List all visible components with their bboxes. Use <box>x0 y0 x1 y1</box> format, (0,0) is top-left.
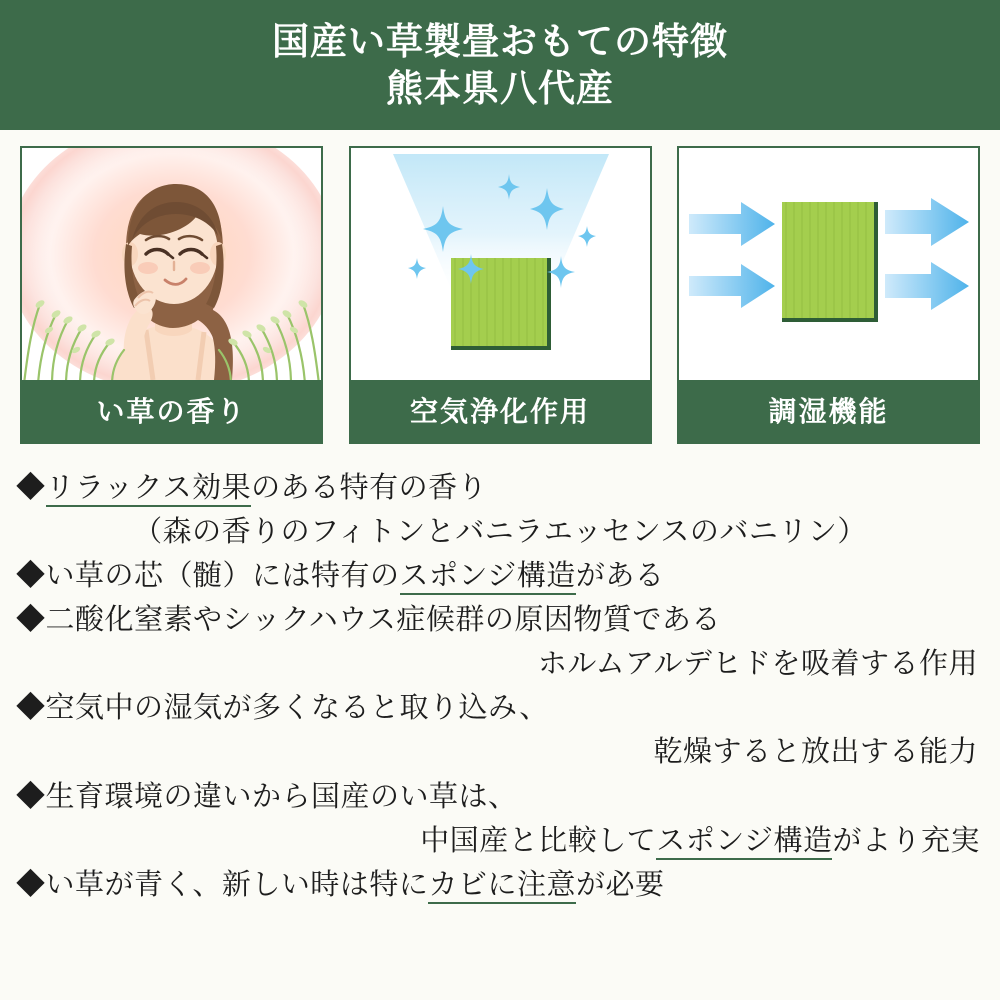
feature-line <box>16 510 984 554</box>
feature-text: のある特有の香り <box>251 472 488 504</box>
feature-line <box>16 775 984 819</box>
feature-underlined-text: リラックス効果 <box>46 472 252 507</box>
feature-text: 二酸化窒素やシックハウス症候群の原因物質である <box>45 604 721 637</box>
scent-illustration <box>22 148 321 380</box>
feature-card-air-purifying <box>349 146 652 444</box>
bullet-marker: ◆ <box>16 560 46 593</box>
feature-line <box>16 642 984 686</box>
feature-text: がより充実 <box>832 824 980 857</box>
feature-list <box>0 444 1000 907</box>
page-title-line-1: 国産い草製畳おもての特徴 <box>272 20 728 62</box>
feature-text: 生育環境の違いから国産のい草は、 <box>45 780 518 813</box>
feature-line <box>16 686 984 730</box>
feature-line <box>16 730 984 774</box>
feature-card-label: い草の香り <box>22 380 321 442</box>
grass-left-icon <box>22 264 136 380</box>
feature-underlined-text: スポンジ構造 <box>400 560 576 595</box>
feature-card-row <box>0 130 1000 444</box>
bullet-marker: ◆ <box>16 868 46 901</box>
page-header <box>0 0 1000 130</box>
feature-text: 空気中の湿気が多くなると取り込み、 <box>45 692 549 725</box>
bullet-marker: ◆ <box>16 604 46 637</box>
feature-text: 中国産と比較して <box>420 824 657 857</box>
bullet-marker: ◆ <box>16 472 46 504</box>
humidity-illustration <box>679 148 978 380</box>
feature-text: い草の芯（髄）には特有の <box>45 560 400 593</box>
feature-text: （森の香りのフィトンとバニラエッセンスのバニリン） <box>133 516 867 549</box>
feature-underlined-text: スポンジ構造 <box>656 825 832 860</box>
page-title-line-2: 熊本県八代産 <box>386 68 614 109</box>
feature-text: がある <box>575 560 665 593</box>
feature-line <box>16 598 984 642</box>
feature-text: ホルムアルデヒドを吸着する作用 <box>537 648 978 681</box>
feature-card-scent <box>20 146 323 444</box>
feature-line <box>16 466 984 510</box>
air-purifying-illustration <box>351 148 650 380</box>
bullet-marker: ◆ <box>16 780 46 813</box>
feature-text: い草が青く、新しい時は特に <box>45 868 429 901</box>
humidity-control-icon <box>679 148 978 380</box>
bullet-marker: ◆ <box>16 692 46 725</box>
air-purifying-icon <box>351 148 650 380</box>
feature-text: 乾燥すると放出する能力 <box>653 736 978 769</box>
feature-line <box>16 819 984 863</box>
feature-card-label: 調湿機能 <box>679 380 978 442</box>
feature-underlined-text: カビに注意 <box>428 869 576 904</box>
grass-right-icon <box>207 264 321 380</box>
feature-line <box>16 554 984 598</box>
feature-card-label: 空気浄化作用 <box>351 380 650 442</box>
feature-card-humidity <box>677 146 980 444</box>
feature-line <box>16 863 984 907</box>
feature-text: が必要 <box>575 868 665 901</box>
